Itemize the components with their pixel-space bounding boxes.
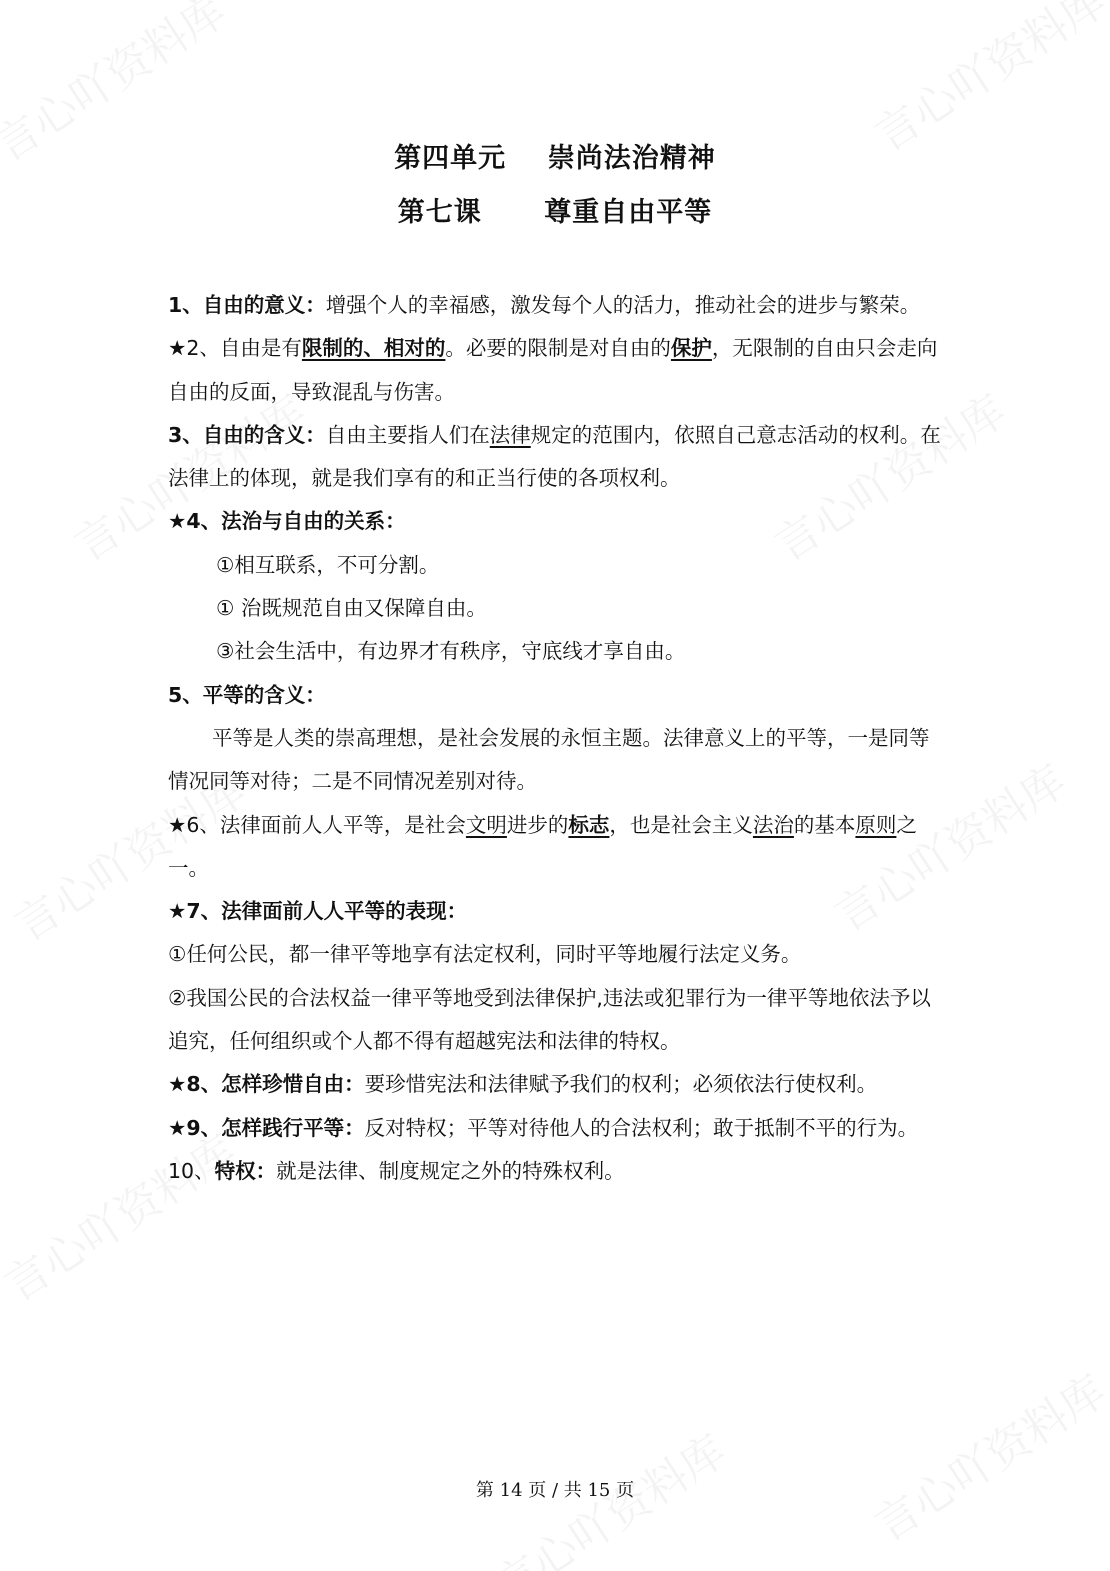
item-4-point: ③社会生活中，有边界才有秩序，守底线才享自由。 [216,639,686,664]
item-2-text: 。必要的限制是对自由的 [445,336,671,361]
watermark [860,1356,1110,1553]
item-10-text: 就是法律、制度规定之外的特殊权利。 [276,1158,625,1183]
item-6-keyword: 法治 [752,812,794,837]
item-2-text: ，无限制的自由只会走向自由的反面，导致混乱与伤害。 [168,336,938,404]
item-6-keyword: 原则 [855,812,897,837]
item-8 [168,1063,948,1106]
item-10-label: 特权： [214,1158,277,1183]
item-1-text: 增强个人的幸福感，激发每个人的活力，推动社会的进步与繁荣。 [325,293,921,317]
item-3-label: 3、自由的含义： [168,422,326,447]
item-8-label: ★8、怎样珍惜自由： [168,1072,365,1097]
item-6-text: 进步的 [506,812,569,837]
item-7-point: ①任何公民，都一律平等地享有法定权利，同时平等地履行法定义务。 [168,942,802,967]
item-2 [168,327,948,414]
item-1 [168,284,948,327]
item-6-text: ★6、法律面前人人平等，是社会 [168,812,466,837]
item-4-point: ① 治既规范自由又保障自由。 [216,596,487,621]
item-9-text: 反对特权；平等对待他人的合法权利；敢于抵制不平的行为。 [364,1115,919,1140]
item-6 [168,804,948,891]
item-9-label: ★9、怎样践行平等： [168,1115,365,1140]
item-4 [168,500,948,543]
item-4-point: ①相互联系，不可分割。 [216,552,440,577]
item-7-label: ★7、法律面前人人平等的表现： [168,899,468,924]
item-10-number: 10、 [168,1158,215,1183]
item-1-label: 1、自由的意义： [168,293,326,317]
item-9 [168,1107,948,1150]
item-6-keyword: 标志 [568,812,610,837]
document-body [168,284,948,1193]
item-5-label: 5、平等的含义： [168,682,326,707]
item-7-point: ②我国公民的合法权益一律平等地受到法律保护,违法或犯罪行为一律平等地依法予以追究，任何组织或个人都不得有超越宪法和法律的特权。 [168,985,931,1054]
lesson-title: 第七课 尊重自由平等 [397,197,713,228]
item-4-label: ★4、法治与自由的关系： [168,509,406,534]
item-3-text: 自由主要指人们在 [325,422,490,447]
item-2-keyword: 限制的、相对的 [301,336,446,361]
item-3-text: 规定的范围内，依照自己意志活动的权利。在法律上的体现，就是我们享有的和正当行使的各项权利。 [168,422,941,491]
item-2-keyword: 保护 [670,336,712,361]
item-6-text: 之一。 [168,812,917,880]
item-10 [168,1150,948,1193]
item-6-keyword: 文明 [465,812,507,837]
item-8-text: 要珍惜宪法和法律赋予我们的权利；必须依法行使权利。 [364,1072,878,1097]
item-7 [168,890,948,933]
item-6-text: 的基本 [793,812,856,837]
item-5-text: 平等是人类的崇高理想，是社会发展的永恒主题。法律意义上的平等，一是同等情况同等对待；二是不同情况差别对待。 [168,725,930,794]
page-number: 第 14 页 / 共 15 页 [475,1480,635,1501]
item-3-keyword: 法律 [489,422,531,447]
item-6-text: ，也是社会主义 [609,812,753,837]
unit-title: 第四单元 崇尚法治精神 [394,143,716,174]
item-5 [168,674,948,717]
item-3 [168,414,948,501]
item-2-text: ★2、自由是有 [168,336,302,361]
